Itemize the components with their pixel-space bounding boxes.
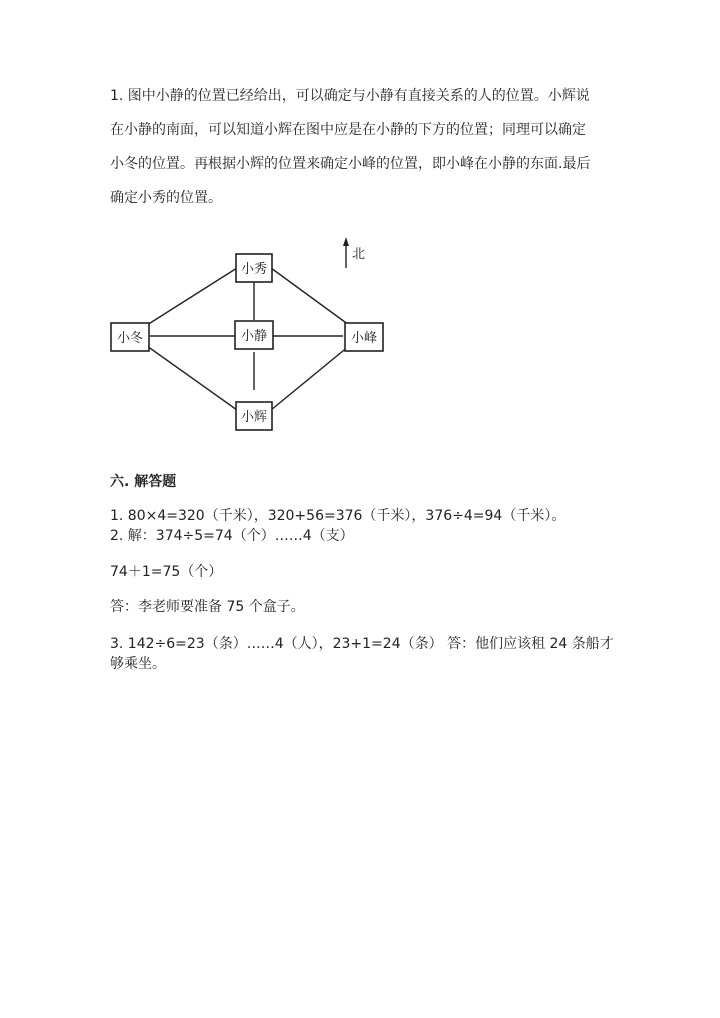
- answer-q2-conclusion: 答：李老师要准备 75 个盒子。: [110, 599, 305, 615]
- answer-q1: 1. 80×4=320（千米），320+56=376（千米），376÷4=94（千米）。: [110, 508, 566, 524]
- node-label-bottom: 小辉: [240, 410, 268, 425]
- north-label: 北: [352, 247, 366, 262]
- edge-left-bottom: [147, 346, 237, 410]
- explanation-line-2: 在小静的南面，可以知道小辉在图中应是在小静的下方的位置；同理可以确定: [110, 122, 586, 138]
- position-diagram: [0, 0, 720, 460]
- edge-bottom-right: [271, 346, 349, 410]
- node-label-left: 小冬: [116, 331, 144, 346]
- explanation-line-1: 1. 图中小静的位置已经给出，可以确定与小静有直接关系的人的位置。小辉说: [110, 88, 590, 104]
- node-label-top: 小秀: [240, 262, 268, 277]
- answer-q3-line2: 够乘坐。: [110, 656, 166, 672]
- edge-top-right: [271, 268, 349, 325]
- node-label-center: 小静: [240, 329, 268, 344]
- north-arrowhead-icon: [343, 237, 349, 246]
- explanation-line-3: 小冬的位置。再根据小辉的位置来确定小峰的位置，即小峰在小静的东面.最后: [110, 156, 591, 172]
- explanation-line-4: 确定小秀的位置。: [110, 190, 222, 206]
- answer-q2-line2: 74＋1=75（个）: [110, 564, 223, 580]
- answer-q2-line1: 2. 解：374÷5=74（个）……4（支）: [110, 528, 354, 544]
- answer-q3-line1: 3. 142÷6=23（条）……4（人），23+1=24（条） 答：他们应该租 24 条船才: [110, 636, 614, 652]
- edge-left-top: [147, 268, 237, 325]
- section-title: 六. 解答题: [110, 474, 177, 490]
- node-label-right: 小峰: [350, 331, 378, 346]
